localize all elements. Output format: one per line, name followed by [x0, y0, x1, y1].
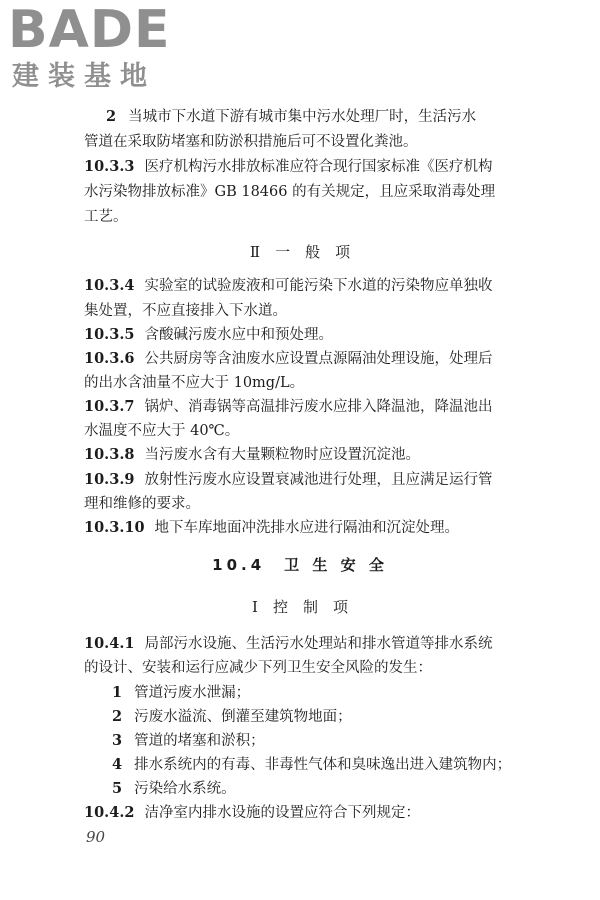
clause-number: 10.3.9 [84, 471, 135, 488]
clause-10-3-10: 10.3.10 地下车库地面冲洗排水应进行隔油和沉淀处理。 [84, 519, 460, 536]
clause-number: 10.3.6 [84, 350, 135, 367]
clause-number: 10.4.2 [84, 804, 135, 821]
clause-number: 10.3.5 [84, 326, 135, 343]
clause-10-3-3-line-1: 10.3.3 医疗机构污水排放标准应符合现行国家标准《医疗机构 [84, 158, 493, 175]
clause-number: 10.3.10 [84, 519, 145, 536]
clause-10-3-9-line-1: 10.3.9 放射性污废水应设置衰减池进行处理，且应满足运行管 [84, 471, 493, 488]
clause-number: 10.3.3 [84, 158, 135, 175]
clause-10-3-3-line-3: 工艺。 [84, 209, 128, 225]
clause-10-4-1-line-2: 的设计、安装和运行应减少下列卫生安全风险的发生： [84, 660, 432, 676]
clause-10-3-4-line-2: 集处置，不应直接排入下水道。 [84, 303, 287, 319]
subsection-heading-control: Ⅰ 控 制 项 [252, 598, 348, 616]
clause-10-3-3-line-2: 水污染物排放标准》GB 18466 的有关规定，且应采取消毒处理 [84, 184, 496, 200]
clause-10-3-7-line-2: 水温度不应大于 40℃。 [84, 423, 240, 439]
clause-10-3-6-line-2: 的出水含油量不应大于 10mg/L。 [84, 375, 305, 391]
list-item: 4 排水系统内的有毒、非毒性气体和臭味逸出进入建筑物内； [112, 756, 512, 773]
list-item: 3 管道的堵塞和淤积； [112, 732, 265, 749]
clause-10-3-8: 10.3.8 当污废水含有大量颗粒物时应设置沉淀池。 [84, 446, 420, 463]
page-number: 90 [86, 828, 106, 846]
clause-number: 10.3.8 [84, 446, 135, 463]
site-logo [8, 2, 188, 100]
clause-10-4-2: 10.4.2 洁净室内排水设施的设置应符合下列规定： [84, 804, 420, 821]
clause-number: 10.3.4 [84, 277, 135, 294]
clause-10-3-4-line-1: 10.3.4 实验室的试验废液和可能污染下水道的污染物应单独收 [84, 277, 493, 294]
clause-number: 10.4.1 [84, 635, 135, 652]
intro-item-line-2: 管道在采取防堵塞和防淤积措施后可不设置化粪池。 [84, 134, 418, 150]
clause-10-4-1-line-1: 10.4.1 局部污水设施、生活污水处理站和排水管道等排水系统 [84, 635, 493, 652]
item-number: 2 [106, 108, 117, 125]
clause-10-3-6-line-1: 10.3.6 公共厨房等含油废水应设置点源隔油处理设施，处理后 [84, 350, 493, 367]
intro-item-line-1: 2 当城市下水道下游有城市集中污水处理厂时，生活污水 [106, 108, 477, 125]
clause-10-3-5: 10.3.5 含酸碱污废水应中和预处理。 [84, 326, 333, 343]
clause-10-3-7-line-1: 10.3.7 锅炉、消毒锅等高温排污废水应排入降温池，降温池出 [84, 398, 493, 415]
list-item: 5 污染给水系统。 [112, 780, 236, 797]
clause-10-3-9-line-2: 理和维修的要求。 [84, 496, 200, 512]
subsection-heading-general: Ⅱ 一 般 项 [249, 243, 351, 261]
logo-brand: BADE [8, 0, 171, 60]
list-item: 1 管道污废水泄漏； [112, 684, 251, 701]
clause-number: 10.3.7 [84, 398, 135, 415]
logo-subtitle: 建装基地 [12, 61, 156, 92]
list-item: 2 污废水溢流、倒灌至建筑物地面； [112, 708, 352, 725]
section-title: 10.4 卫 生 安 全 [212, 556, 388, 574]
